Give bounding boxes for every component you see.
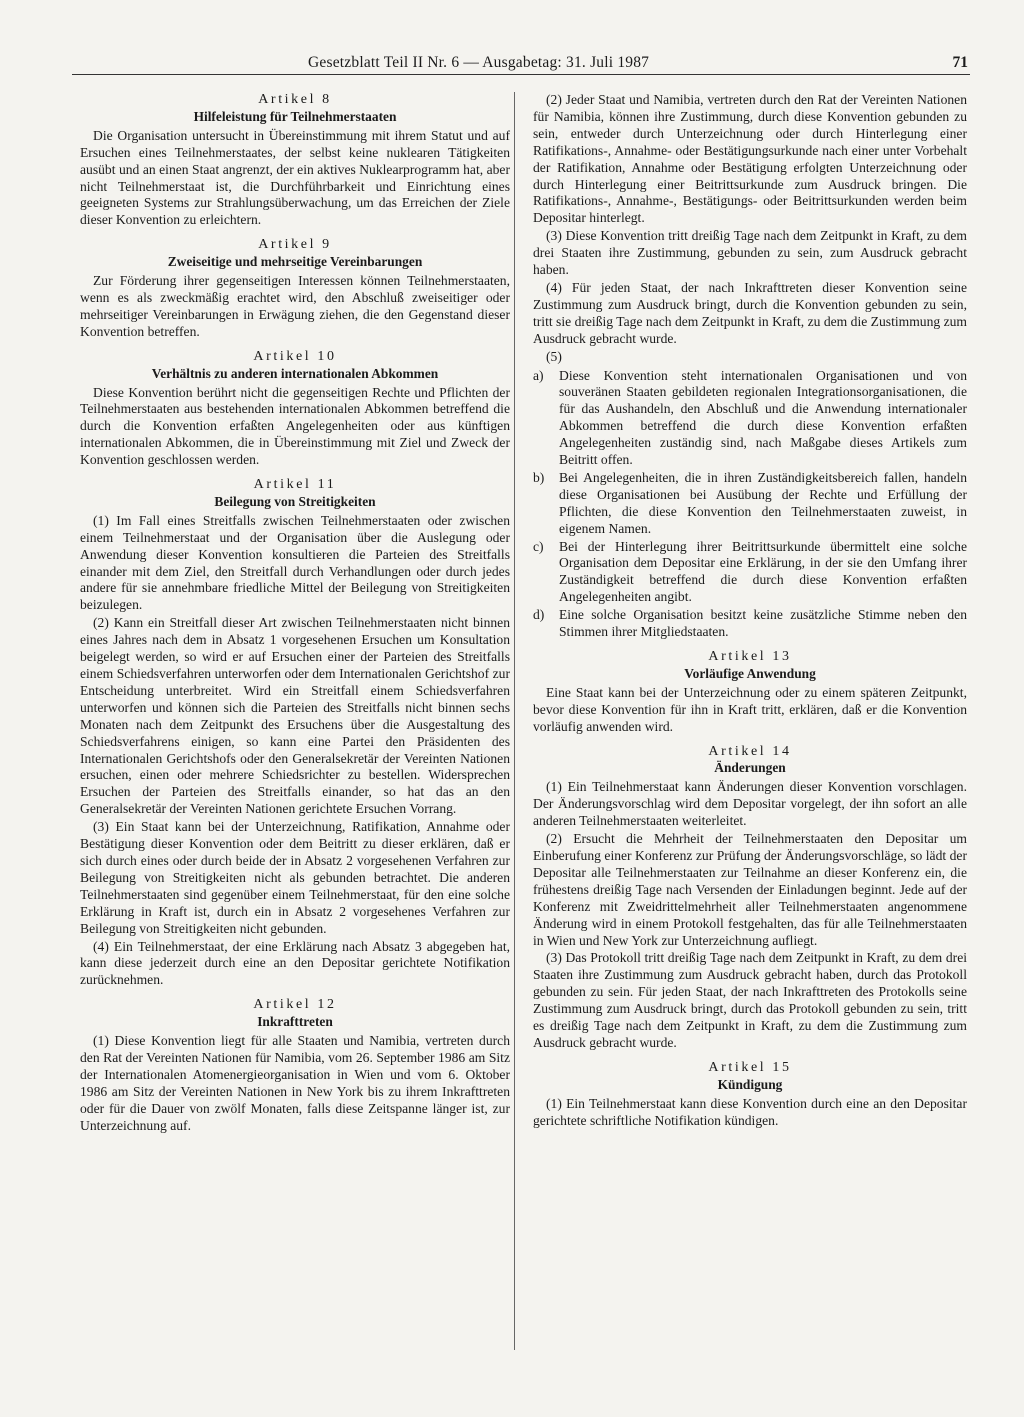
article-14-paragraph-2: (2) Ersucht die Mehrheit der Teilnehmerstaaten den Depositar um Einberufung einer Konferenz zur Prüfung der Änderungsvorschläge, so lädt der Depositar alle Teilnehmerstaaten zur Teilnahme an dieser Konferenz ein, die frühestens dreißig Tage nach Versenden der Einladungen beginnt. Jede auf der Konferenz mit Zweidrittelmehrheit aller Teilnehmerstaaten angenommene Änderung wird in einem Protokoll festgehalten, das für alle Teilnehmerstaaten in Wien und New York zur Unterzeichnung aufliegt.: [533, 831, 967, 948]
list-item: [533, 368, 967, 469]
list-item-marker: b): [533, 469, 545, 485]
article-14-paragraph-1: (1) Ein Teilnehmerstaat kann Änderungen dieser Konvention vorschlagen. Der Änderungsvorschlag wird dem Depositar vorgelegt, der ihn sofort an alle anderen Teilnehmerstaaten weiterleitet.: [533, 779, 967, 829]
article-12-subclauses: [533, 368, 967, 642]
list-item-marker: c): [533, 538, 544, 554]
article-14: [533, 744, 967, 1052]
article-11-paragraph-1: (1) Im Fall eines Streitfalls zwischen Teilnehmerstaaten oder zwischen einem Teilnehmerstaat und der Organisation über die Auslegung oder Anwendung dieser Konvention konsultieren die Parteien des Streitfalls einander mit dem Ziel, den Streitfall durch Verhandlungen oder durch jedes andere für sie annehmbare friedliche Mittel der Beilegung von Streitigkeiten beizulegen.: [80, 512, 510, 613]
article-13-title: Artikel 13: [708, 649, 792, 664]
article-15-title: Artikel 15: [708, 1059, 792, 1075]
article-8-heading: Hilfeleistung für Teilnehmerstaaten: [193, 108, 397, 124]
article-9-title: Artikel 9: [258, 237, 332, 253]
article-11: [80, 477, 510, 989]
article-15-heading: Kündigung: [717, 1076, 783, 1092]
article-9-paragraph-1: Zur Förderung ihrer gegenseitigen Interessen können Teilnehmerstaaten, wenn es als zweckmäßig erachtet wird, den Abschluß zweiseitiger oder mehrseitiger Vereinbarungen in Erwägung ziehen, die den Gegenstand dieser Konvention betreffen.: [80, 273, 510, 339]
list-item-text: Bei der Hinterlegung ihrer Beitrittsurkunde übermittelt eine solche Organisation dem Depositar eine Erklärung, in der sie den Umfang ihrer Zuständigkeit betreffend die durch diese Konvention erfaßten Angelegenheiten angibt.: [559, 538, 967, 605]
list-item: [533, 539, 967, 607]
article-13-paragraph-1: Eine Staat kann bei der Unterzeichnung oder zu einem späteren Zeitpunkt, bevor diese Konvention für ihn in Kraft tritt, erklären, daß er die Konvention vorläufig anwenden wird.: [533, 684, 967, 734]
page-number: 71: [952, 54, 968, 71]
column-divider: [514, 92, 515, 1350]
list-item-text: Diese Konvention steht internationalen Organisationen und von souveränen Staaten gebildeten regionalen Integrationsorganisationen, die für das Aushandeln, den Abschluß und die Anwendung internationaler Abkommen betreffend die durch diese Konvention erfaßten Angelegenheiten zuständig sind, nach Maßgabe dieses Artikels zum Beitritt offen.: [559, 367, 967, 468]
article-12-heading: Inkrafttreten: [257, 1014, 333, 1030]
list-item: [533, 607, 967, 641]
article-15: [533, 1060, 967, 1130]
list-item-marker: d): [533, 607, 545, 623]
right-column: [533, 92, 967, 1137]
article-9-heading: Zweiseitige und mehrseitige Vereinbarungen: [167, 254, 423, 270]
list-item-text: Eine solche Organisation besitzt keine zusätzliche Stimme neben den Stimmen ihrer Mitgliedstaaten.: [559, 607, 967, 640]
article-12-paragraph-3: (3) Diese Konvention tritt dreißig Tage nach dem Zeitpunkt in Kraft, zu dem drei Staaten ihre Zustimmung, gebunden zu sein, zum Ausdruck gebracht haben.: [533, 228, 967, 278]
article-10: [80, 349, 510, 469]
article-12: [80, 997, 510, 1134]
left-column: [80, 92, 510, 1142]
article-12-title: Artikel 12: [253, 997, 337, 1013]
article-10-title: Artikel 10: [253, 348, 337, 364]
article-13-heading: Vorläufige Anwendung: [684, 665, 816, 681]
article-12-paragraph-1: (1) Diese Konvention liegt für alle Staaten und Namibia, vertreten durch den Rat der Vereinten Nationen für Namibia, vom 26. September 1986 am Sitz der Internationalen Atomenergieorganisation in Wien und vom 6. Oktober 1986 am Sitz der Vereinten Nationen in New York bis zu ihrem Inkrafttreten oder für die Dauer von zwölf Monaten, falls diese Zeitspanne länger ist, zur Unterzeichnung auf.: [80, 1033, 510, 1133]
article-11-paragraph-4: (4) Ein Teilnehmerstaat, der eine Erklärung nach Absatz 3 abgegeben hat, kann diese jederzeit durch eine an den Depositar gerichtete Notifikation zurücknehmen.: [80, 938, 510, 988]
article-14-heading: Änderungen: [714, 760, 786, 776]
article-11-heading: Beilegung von Streitigkeiten: [214, 493, 376, 509]
article-15-paragraph-1: (1) Ein Teilnehmerstaat kann diese Konvention durch eine an den Depositar gerichtete schriftliche Notifikation kündigen.: [533, 1095, 967, 1128]
page-header: [72, 52, 970, 75]
article-11-title: Artikel 11: [253, 477, 337, 493]
article-14-title: Artikel 14: [708, 743, 792, 759]
article-12-paragraph-4: (4) Für jeden Staat, der nach Inkrafttreten dieser Konvention seine Zustimmung zum Ausdruck bringt, durch die Konvention gebunden zu sein, tritt sie dreißig Tage nach dem Zeitpunkt in Kraft, zu dem die Zustimmung zum Ausdruck gebracht wurde.: [533, 279, 967, 346]
article-9: [80, 237, 510, 340]
article-12-continued: [533, 92, 967, 641]
article-10-heading: Verhältnis zu anderen internationalen Abkommen: [151, 365, 439, 381]
article-12-paragraph-5: (5): [546, 348, 562, 364]
article-10-paragraph-1: Diese Konvention berührt nicht die gegenseitigen Rechte und Pflichten der Teilnehmerstaaten aus bestehenden internationalen Abkommen betreffend die durch die Konvention erfaßten Angelegenheiten oder aus künftigen internationalen Abkommen, die in Übereinstimmung mit Ziel und Zweck der Konvention geschlossen werden.: [80, 384, 510, 468]
article-14-paragraph-3: (3) Das Protokoll tritt dreißig Tage nach dem Zeitpunkt in Kraft, zu dem drei Staaten ihre Zustimmung zum Ausdruck gebracht haben, durch das Protokoll gebunden zu sein. Für jeden Staat, der nach Inkrafttreten des Protokolls seine Zustimmung zum Ausdruck bringt, durch das Protokoll gebunden zu sein, tritt es dreißig Tage nach dem Zeitpunkt in Kraft, zu dem die Zustimmung zum Ausdruck gebracht wurde.: [533, 950, 967, 1050]
article-13: [533, 649, 967, 736]
article-8-paragraph-1: Die Organisation untersucht in Übereinstimmung mit ihrem Statut und auf Ersuchen eines Teilnehmerstaates, der selbst keine nuklearen Tätigkeiten ausübt und an einen Staat angrenzt, der ein aktives Nuklearprogramm hat, aber nicht Teilnehmerstaat ist, die Durchführbarkeit und Einrichtung eines geeigneten Systems zur Strahlungsüberwachung, um das Erreichen der Ziele dieser Konvention zu erleichtern.: [80, 127, 510, 228]
list-item-marker: a): [533, 367, 544, 383]
gazette-title: Gesetzblatt Teil II Nr. 6 — Ausgabetag: 31. Juli 1987: [308, 54, 650, 71]
list-item: [533, 470, 967, 538]
article-11-paragraph-2: (2) Kann ein Streitfall dieser Art zwischen Teilnehmerstaaten nicht binnen eines Jahres nach dem in Absatz 1 vorgesehenen Ersuchen um Konsultation beigelegt werden, so wird er auf Ersuchen einer der Parteien des Streitfalls einem Schiedsverfahren unterworfen oder dem Internationalen Gerichtshof zur Entscheidung unterbreitet. Wird ein Streitfall einem Schiedsverfahren unterworfen und können sich die Parteien des Streitfalls nicht binnen sechs Monaten nach dem Zeitpunkt des Ersuchens über die Ausgestaltung des Schiedsverfahrens einigen, so kann eine Partei den Präsidenten des Internationalen Gerichtshofs oder den Generalsekretär der Vereinten Nationen ersuchen, einen oder mehrere Schiedsrichter zu bestellen. Widersprechen Ersuchen der Parteien des Streitfalls einander, so hat das an den Generalsekretär der Vereinten Nationen gerichtete Ersuchen Vorrang.: [80, 615, 510, 817]
list-item-text: Bei Angelegenheiten, die in ihren Zuständigkeitsbereich fallen, handeln diese Organisationen bei Ausübung der Rechte und Erfüllung der Pflichten, die diese Konvention den Teilnehmerstaaten zuweist, in eigenem Namen.: [559, 469, 967, 536]
article-11-paragraph-3: (3) Ein Staat kann bei der Unterzeichnung, Ratifikation, Annahme oder Bestätigung dieser Konvention oder dem Beitritt zu dieser erklären, daß er sich durch eines oder durch beide der in Absatz 2 vorgesehenen Verfahren zur Beilegung von Streitigkeiten nicht als gebunden betrachtet. Die anderen Teilnehmerstaaten sind gegenüber einem Teilnehmerstaat, für den eine solche Erklärung in Kraft ist, durch ein in Absatz 2 vorgesehenes Verfahren zur Beilegung von Streitigkeiten nicht gebunden.: [80, 819, 510, 936]
article-12-paragraph-2: (2) Jeder Staat und Namibia, vertreten durch den Rat der Vereinten Nationen für Namibia, können ihre Zustimmung, durch diese Konvention gebunden zu sein, entweder durch Unterzeichnung oder durch Hinterlegung einer Ratifikations-, Annahme- oder Bestätigungsurkunde nach einer unter Vorbehalt der Ratifikation, Annahme oder Bestätigung erfolgten Unterzeichnung oder durch Hinterlegung einer Beitrittsurkunde zum Ausdruck bringen. Die Ratifikations-, Annahme-, Bestätigungs- oder Beitrittsurkunden werden beim Depositar hinterlegt.: [533, 92, 967, 226]
article-8-title: Artikel 8: [258, 92, 332, 107]
article-8: [80, 92, 510, 229]
